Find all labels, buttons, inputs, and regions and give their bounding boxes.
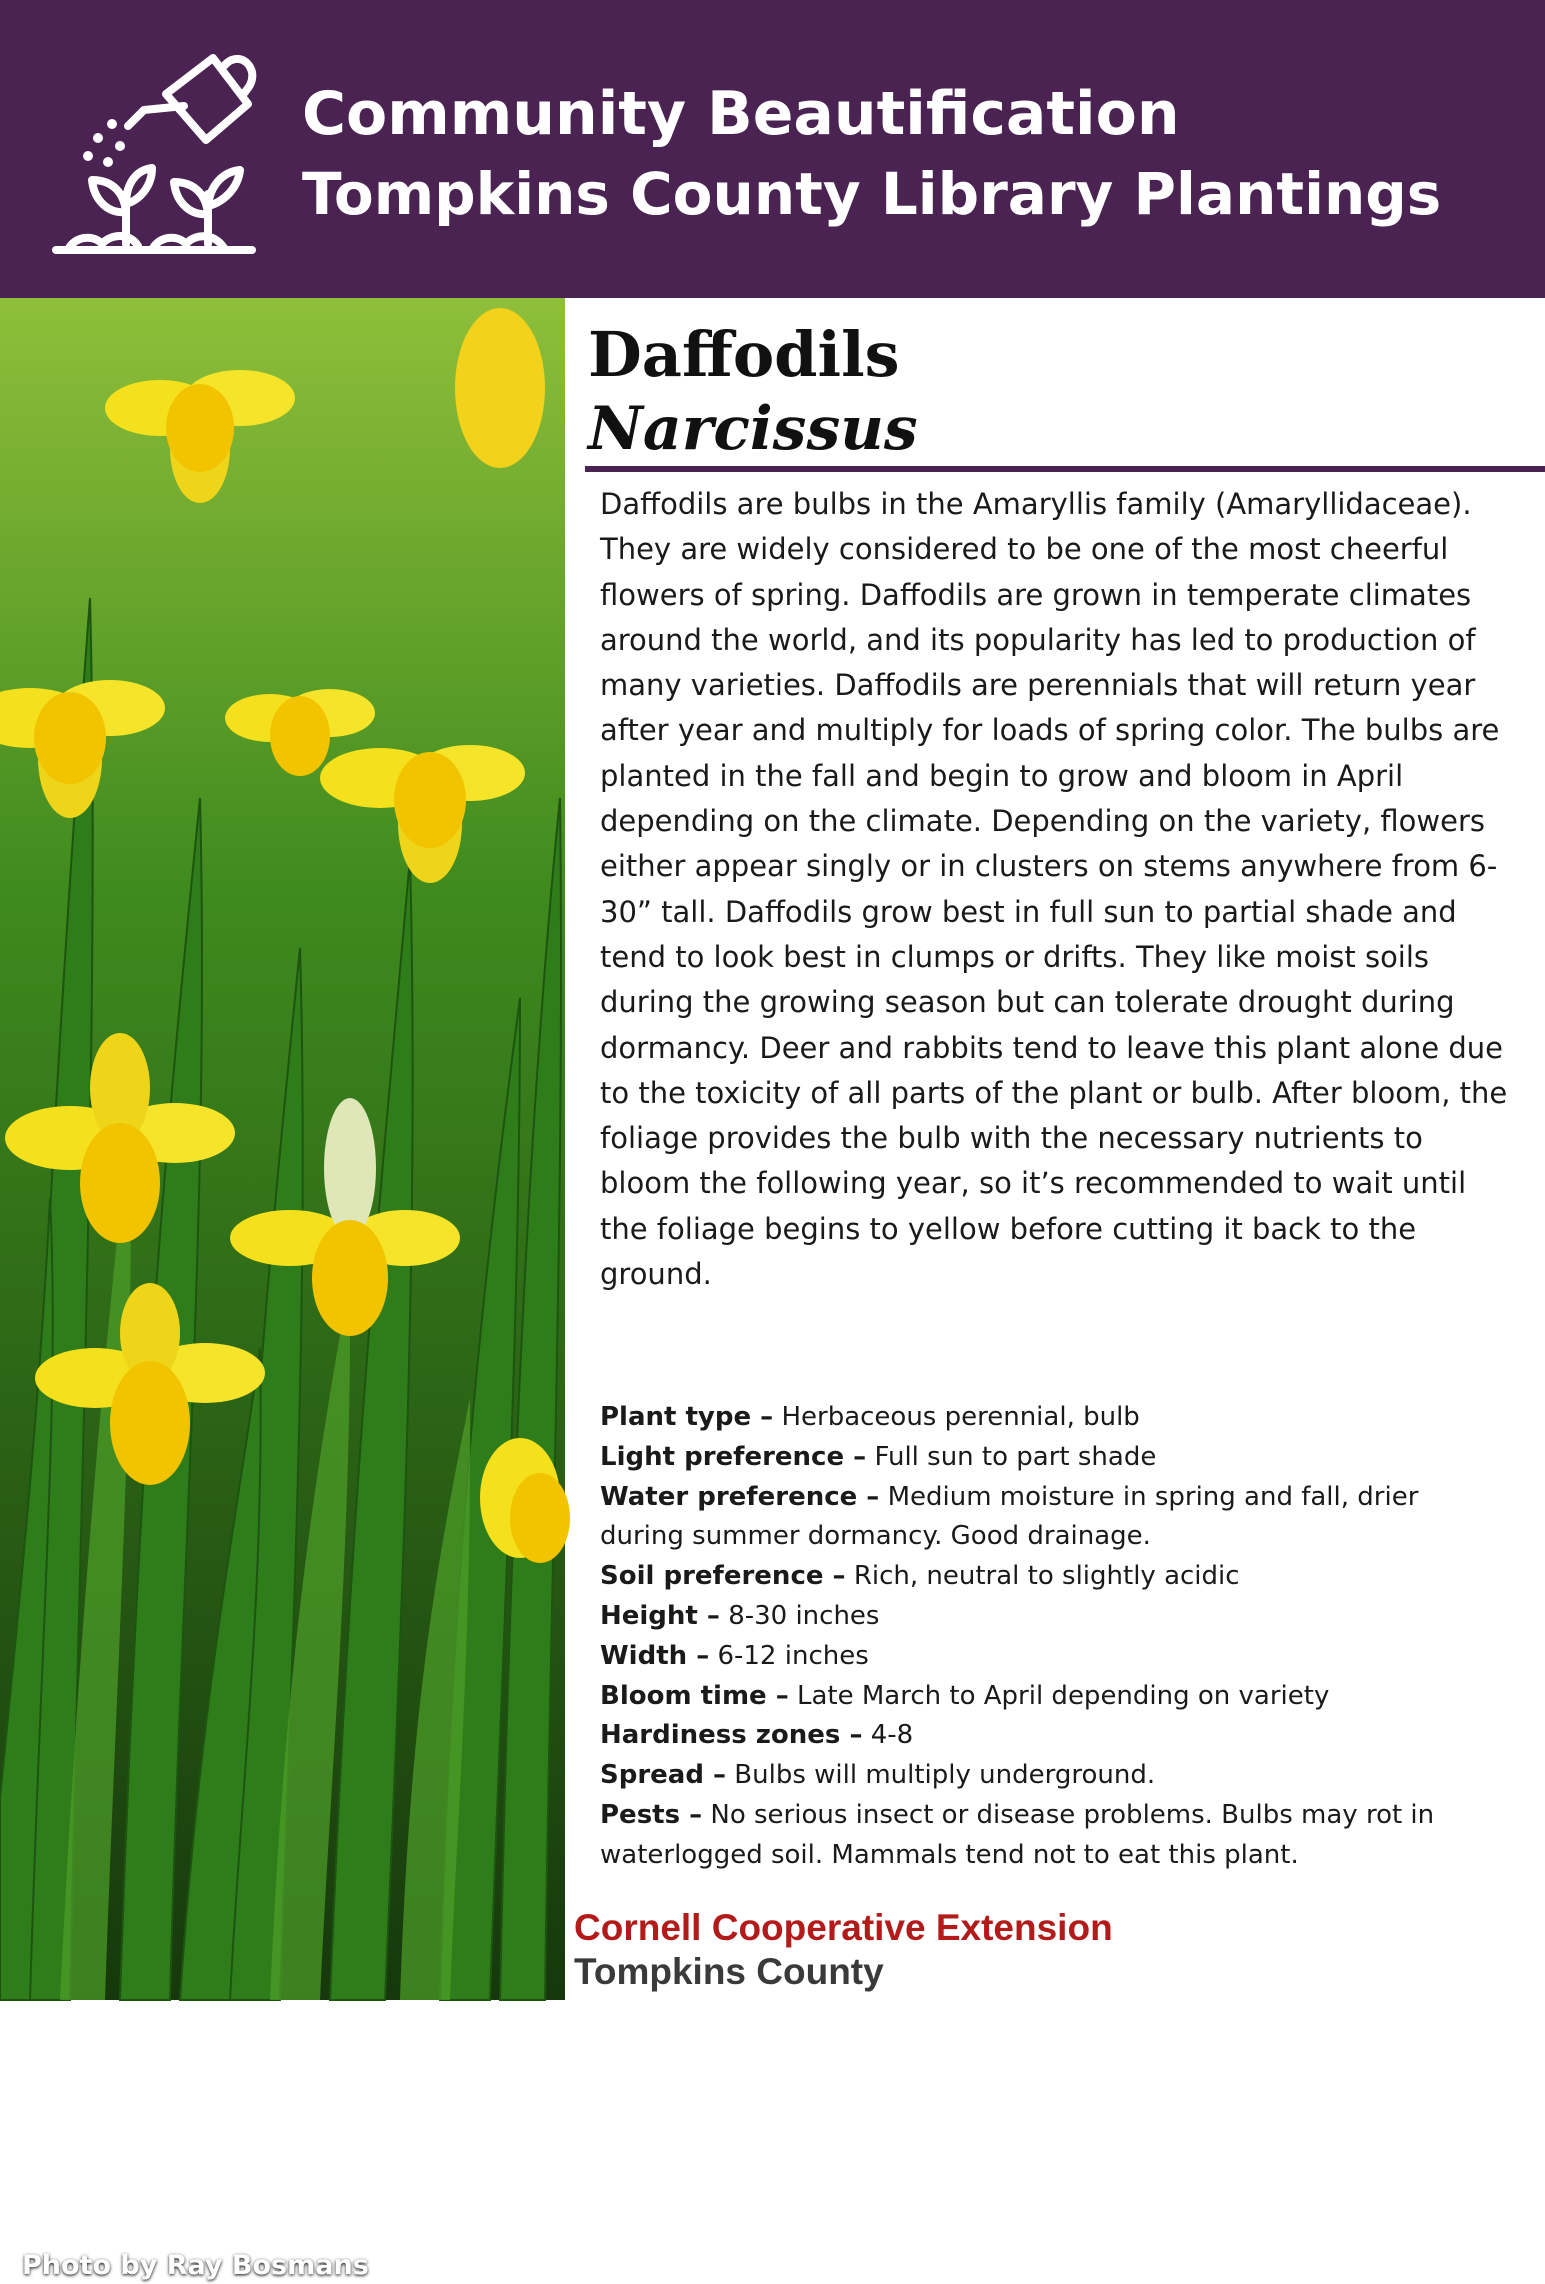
spec-label: Spread – bbox=[600, 1760, 727, 1791]
spec-spread bbox=[600, 1756, 1510, 1796]
spec-value: No serious insect or disease problems. Bulbs may rot in waterlogged soil. Mammals tend not to eat this plant. bbox=[600, 1799, 1435, 1870]
watering-can-seedlings-icon bbox=[48, 44, 260, 256]
spec-label: Hardiness zones – bbox=[600, 1720, 863, 1751]
spec-value: Rich, neutral to slightly acidic bbox=[853, 1561, 1240, 1592]
spec-value: 6-12 inches bbox=[717, 1640, 869, 1671]
plant-description: Daffodils are bulbs in the Amaryllis family (Amaryllidaceae). They are widely considered to be one of the most cheerful flowers of spring. Daffodils are grown in temperate climates around the world, and its popularity has led to production of many varieties. Daffodils are perennials that will return year after year and multiply for loads of spring color. The bulbs are planted in the fall and begin to grow and bloom in April depending on the climate. Depending on the variety, flowers either appear singly or in clusters on stems anywhere from 6-30” tall. Daffodils grow best in full sun to partial shade and tend to look best in clumps or drifts. They like moist soils during the growing season but can tolerate drought during dormancy. Deer and rabbits tend to leave this plant alone due to the toxicity of all parts of the plant or bulb. After bloom, the foliage provides the bulb with the necessary nutrients to bloom the following year, so it’s recommended to wait until the foliage begins to yellow before cutting it back to the ground. bbox=[600, 487, 1508, 1292]
spec-width bbox=[600, 1637, 1510, 1677]
spec-water-preference bbox=[600, 1478, 1510, 1558]
spec-value: Medium moisture in spring and fall, drier during summer dormancy. Good drainage. bbox=[600, 1481, 1419, 1552]
spec-label: Pests – bbox=[600, 1799, 703, 1830]
spec-label: Bloom time – bbox=[600, 1680, 789, 1711]
header-title-line2: Tompkins County Library Plantings bbox=[302, 160, 1442, 228]
spec-label: Soil preference – bbox=[600, 1561, 846, 1592]
daffodil-photo bbox=[0, 298, 565, 2281]
photo-credit: Photo by Ray Bosmans bbox=[22, 2250, 369, 2281]
spec-label: Plant type – bbox=[600, 1402, 774, 1432]
spec-label: Width – bbox=[600, 1640, 710, 1671]
spec-label: Water preference – bbox=[600, 1481, 880, 1512]
spec-value: Herbaceous perennial, bulb bbox=[781, 1402, 1140, 1432]
spec-label: Light preference – bbox=[600, 1441, 867, 1472]
spec-hardiness-zones bbox=[600, 1716, 1510, 1756]
spec-value: Full sun to part shade bbox=[874, 1441, 1157, 1472]
spec-soil-preference bbox=[600, 1557, 1510, 1597]
spec-bloom-time bbox=[600, 1677, 1510, 1717]
plant-specs-list bbox=[600, 1398, 1510, 1876]
spec-height bbox=[600, 1597, 1510, 1637]
spec-label: Height – bbox=[600, 1600, 720, 1631]
spec-value: 4-8 bbox=[870, 1720, 914, 1751]
spec-pests bbox=[600, 1796, 1510, 1876]
spec-value: Bulbs will multiply underground. bbox=[734, 1760, 1156, 1791]
org-name-line2: Tompkins County bbox=[574, 1951, 884, 1992]
header-title-line1: Community Beautification bbox=[302, 79, 1180, 149]
plant-scientific-name: Narcissus bbox=[588, 394, 918, 464]
plant-common-name: Daffodils bbox=[588, 318, 900, 391]
org-name-line1: Cornell Cooperative Extension bbox=[574, 1907, 1113, 1948]
title-divider bbox=[585, 466, 1545, 472]
spec-value: 8-30 inches bbox=[728, 1600, 880, 1631]
spec-value: Late March to April depending on variety bbox=[796, 1680, 1330, 1711]
header-banner bbox=[0, 0, 1545, 298]
spec-plant-type bbox=[600, 1398, 1510, 1438]
spec-light-preference bbox=[600, 1438, 1510, 1478]
